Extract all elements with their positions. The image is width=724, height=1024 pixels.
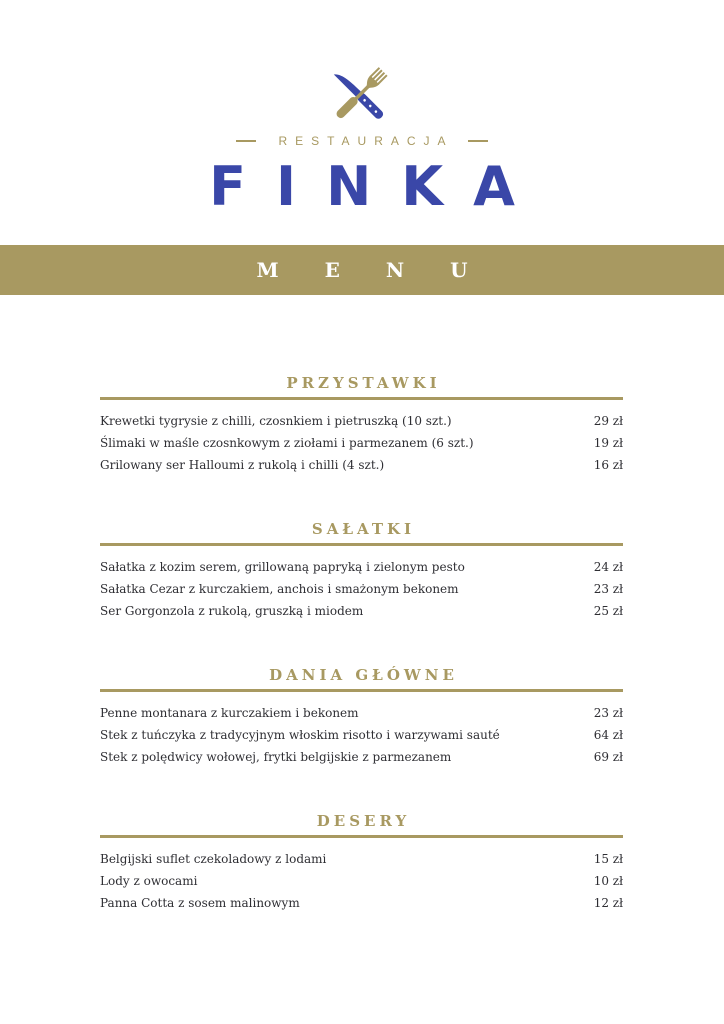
menu-item [100, 702, 623, 724]
section-title: SAŁATKI [311, 520, 416, 538]
item-name: Sałatka Cezar z kurczakiem, anchois i smażonym bekonem [100, 582, 459, 596]
section-title: DESERY [316, 812, 411, 830]
item-name: Panna Cotta z sosem malinowym [100, 896, 300, 910]
item-price: 69 zł [593, 750, 623, 764]
menu-item [100, 410, 623, 432]
section-salatki [100, 518, 623, 622]
menu-item [100, 870, 623, 892]
item-name: Ser Gorgonzola z rukolą, gruszką i miodem [100, 604, 364, 618]
item-name: Grilowany ser Halloumi z rukolą i chilli (4 szt.) [100, 458, 385, 472]
item-name: Ślimaki w maśle czosnkowym z ziołami i parmezanem (6 szt.) [100, 436, 474, 450]
menu-item [100, 556, 623, 578]
brand-name: FINKA [209, 155, 545, 218]
item-price: 25 zł [593, 604, 623, 618]
menu-item [100, 454, 623, 476]
left-dash [236, 140, 256, 142]
item-price: 15 zł [593, 852, 623, 866]
item-name: Stek z polędwicy wołowej, frytki belgijskie z parmezanem [100, 750, 452, 764]
restaurant-tagline [0, 134, 724, 148]
item-name: Penne montanara z kurczakiem i bekonem [100, 706, 359, 720]
section-title: PRZYSTAWKI [286, 374, 441, 392]
item-name: Stek z tuńczyka z tradycyjnym włoskim risotto i warzywami sauté [100, 728, 500, 742]
item-name: Sałatka z kozim serem, grillowaną papryką i zielonym pesto [100, 560, 465, 574]
menu-title: MENU [256, 258, 514, 282]
menu-item [100, 892, 623, 914]
section-dania-glowne [100, 664, 623, 768]
item-price: 64 zł [593, 728, 623, 742]
right-dash [468, 140, 488, 142]
menu-item [100, 746, 623, 768]
item-price: 10 zł [593, 874, 623, 888]
section-divider [100, 835, 623, 838]
menu-item [100, 432, 623, 454]
section-divider [100, 543, 623, 546]
item-name: Krewetki tygrysie z chilli, czosnkiem i pietruszką (10 szt.) [100, 414, 452, 428]
item-price: 19 zł [593, 436, 623, 450]
item-name: Belgijski suflet czekoladowy z lodami [100, 852, 327, 866]
item-price: 16 zł [593, 458, 623, 472]
item-price: 23 zł [593, 706, 623, 720]
section-divider [100, 397, 623, 400]
menu-item [100, 848, 623, 870]
item-price: 29 zł [593, 414, 623, 428]
section-desery [100, 810, 623, 914]
menu-item [100, 724, 623, 746]
menu-item [100, 578, 623, 600]
item-price: 23 zł [593, 582, 623, 596]
item-price: 24 zł [593, 560, 623, 574]
section-divider [100, 689, 623, 692]
section-przystawki [100, 372, 623, 476]
crossed-knife-fork-icon [325, 60, 395, 130]
section-title: DANIA GŁÓWNE [269, 666, 458, 684]
menu-banner [0, 245, 724, 295]
restaurant-word: RESTAURACJA [278, 134, 454, 148]
item-price: 12 zł [593, 896, 623, 910]
item-name: Lody z owocami [100, 874, 198, 888]
menu-item [100, 600, 623, 622]
